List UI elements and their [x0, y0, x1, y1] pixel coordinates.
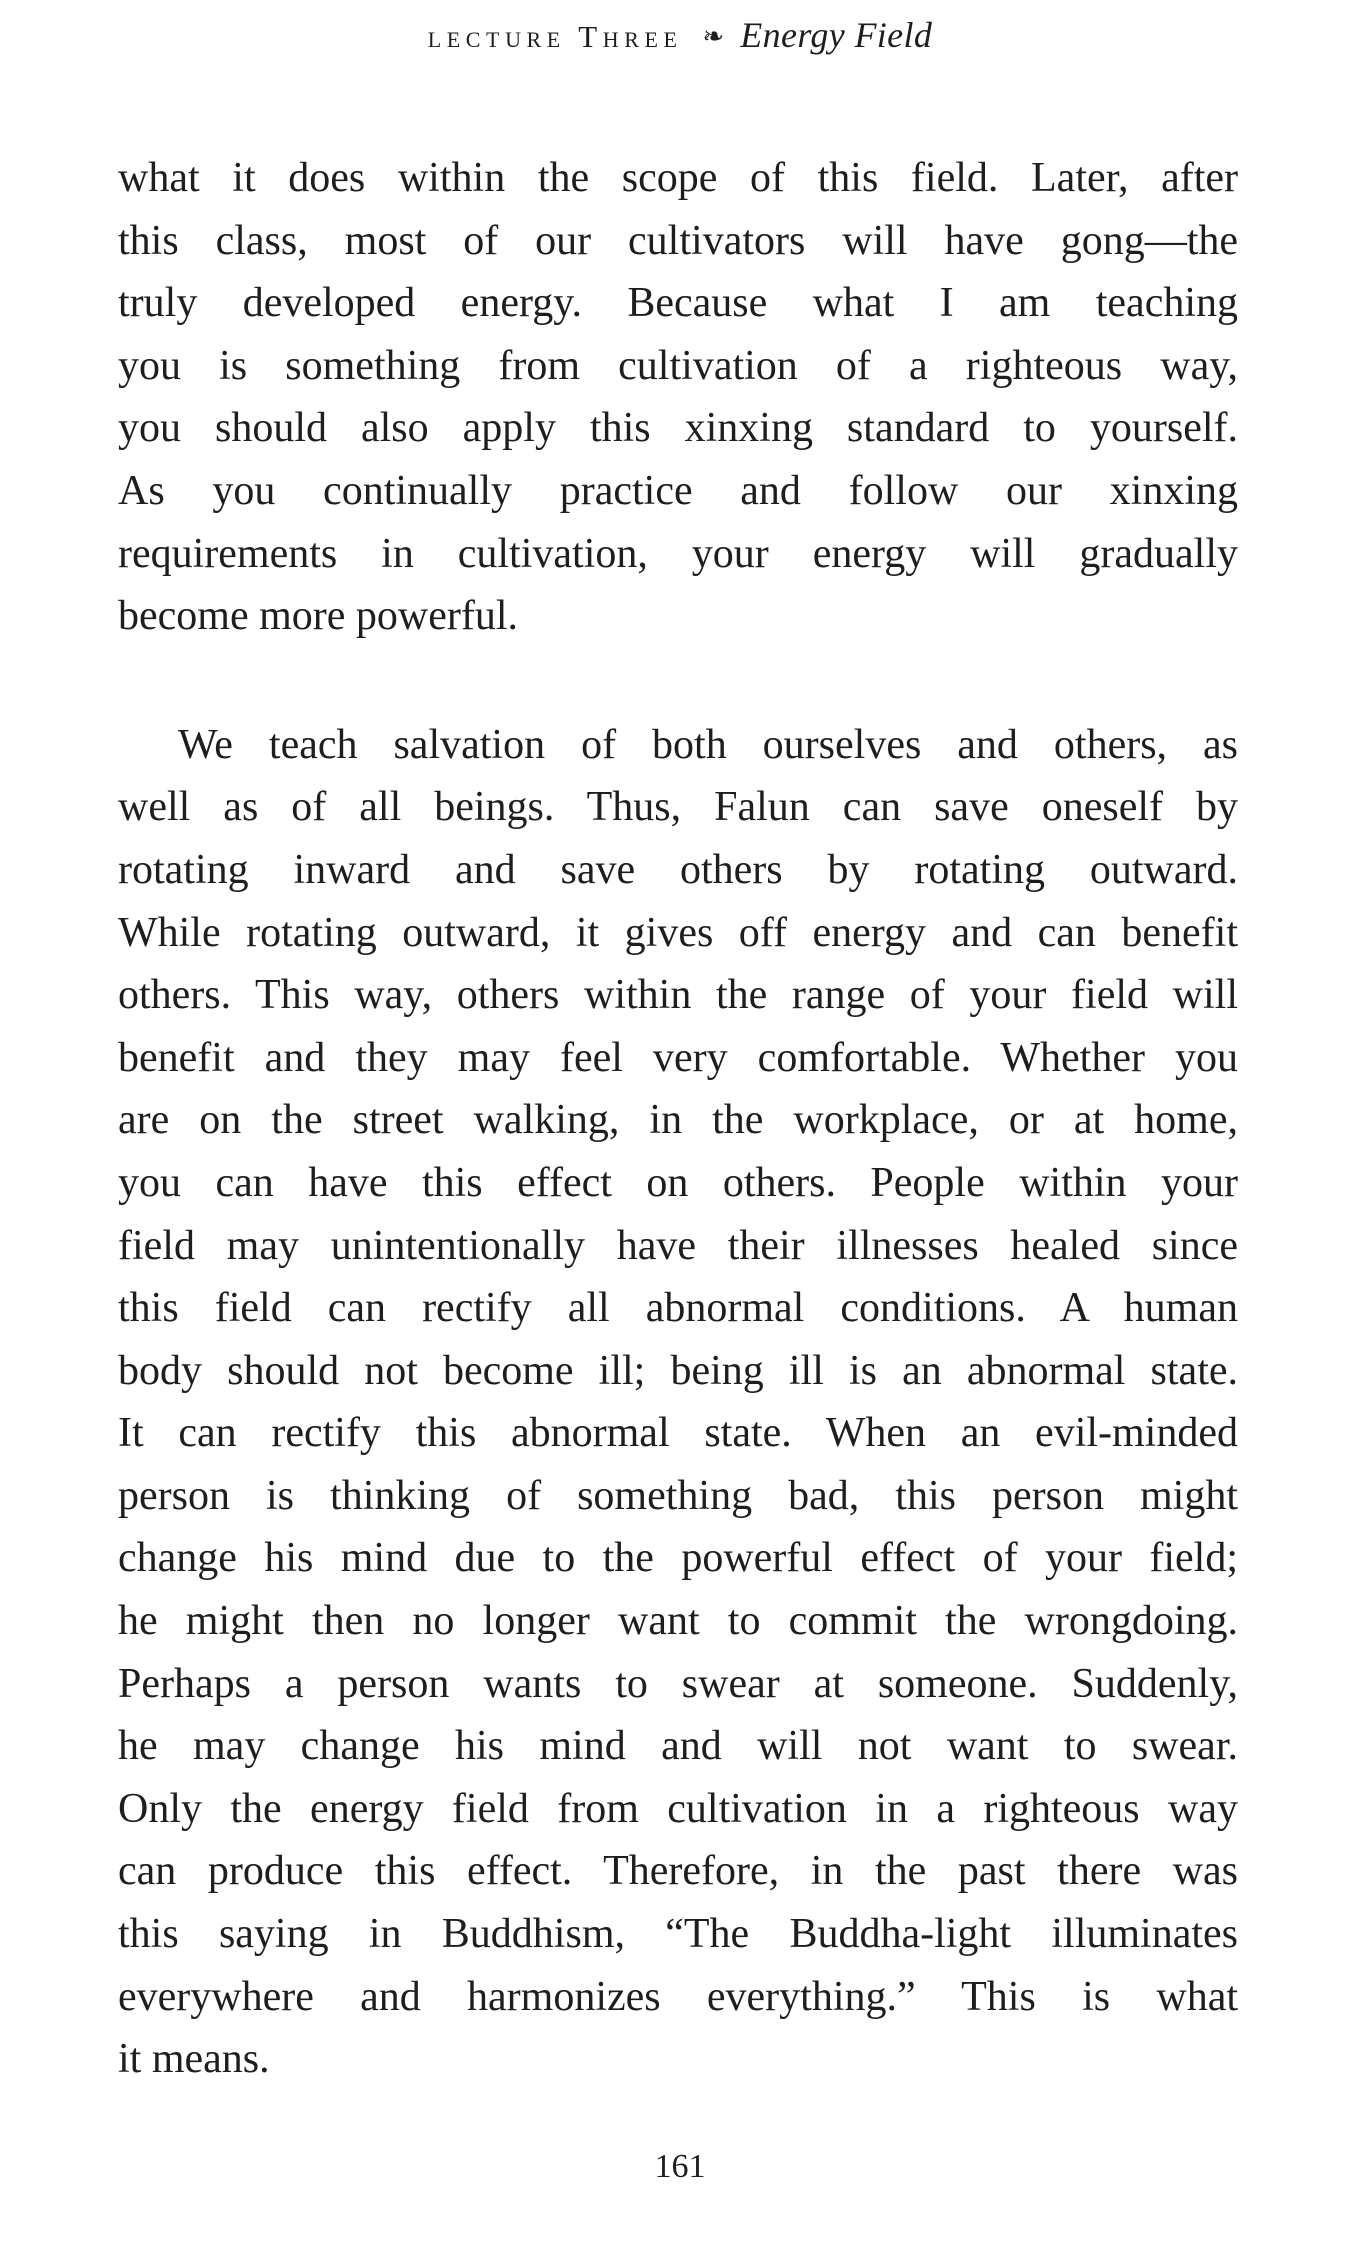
text-line: become more powerful.	[118, 593, 519, 640]
text-line: change his mind due to the powerful effect of your field;	[118, 1535, 1238, 1582]
text-line: rotating inward and save others by rotating outward.	[118, 846, 1238, 893]
text-line: you should also apply this xinxing standard to yourself.	[118, 405, 1238, 452]
text-line: you can have this effect on others. People within your	[118, 1159, 1238, 1206]
text-line: everywhere and harmonizes everything.” This is what	[118, 1973, 1238, 2020]
lecture-number-label: Three	[578, 19, 683, 54]
text-line: It can rectify this abnormal state. When an evil-minded	[118, 1410, 1238, 1457]
text-line: it means.	[118, 2036, 270, 2083]
text-line: he might then no longer want to commit the wrongdoing.	[118, 1598, 1238, 1645]
text-line: others. This way, others within the range of your field will	[118, 972, 1238, 1019]
text-line: can produce this effect. Therefore, in the past there was	[118, 1848, 1238, 1895]
text-line: are on the street walking, in the workplace, or at home,	[118, 1097, 1238, 1144]
page-number: 161	[654, 2148, 706, 2185]
text-line: this class, most of our cultivators will have gong—the	[118, 217, 1238, 264]
hedera-leaf-ornament-icon: ❧	[702, 22, 725, 52]
text-line: this field can rectify all abnormal conditions. A human	[118, 1285, 1238, 1332]
text-line: field may unintentionally have their illnesses healed since	[118, 1222, 1238, 1269]
body-text	[118, 147, 1238, 2091]
text-line: requirements in cultivation, your energy will gradually	[118, 530, 1238, 577]
text-line: this saying in Buddhism, “The Buddha-light illuminates	[118, 1911, 1238, 1958]
text-line: what it does within the scope of this field. Later, after	[118, 155, 1238, 201]
text-line: benefit and they may feel very comfortable. Whether you	[118, 1034, 1238, 1081]
text-line: Perhaps a person wants to swear at someone. Suddenly,	[118, 1660, 1238, 1707]
lecture-label: lecture	[427, 19, 566, 54]
chapter-title: Energy Field	[740, 15, 933, 55]
paragraph	[118, 147, 1238, 648]
text-line: truly developed energy. Because what I am teaching	[118, 280, 1238, 327]
text-line: While rotating outward, it gives off energy and can benefit	[118, 909, 1238, 956]
text-line: As you continually practice and follow our xinxing	[118, 467, 1238, 514]
text-line: you is something from cultivation of a righteous way,	[118, 342, 1238, 389]
paragraph	[118, 714, 1238, 2091]
text-line: person is thinking of something bad, this person might	[118, 1472, 1238, 1519]
text-line: We teach salvation of both ourselves and others, as	[178, 721, 1238, 768]
text-line: well as of all beings. Thus, Falun can save oneself by	[118, 784, 1238, 831]
text-line: body should not become ill; being ill is an abnormal state.	[118, 1347, 1238, 1394]
running-head	[0, 14, 1360, 56]
text-line: Only the energy field from cultivation in a righteous way	[118, 1785, 1238, 1832]
text-line: he may change his mind and will not want to swear.	[118, 1723, 1238, 1770]
